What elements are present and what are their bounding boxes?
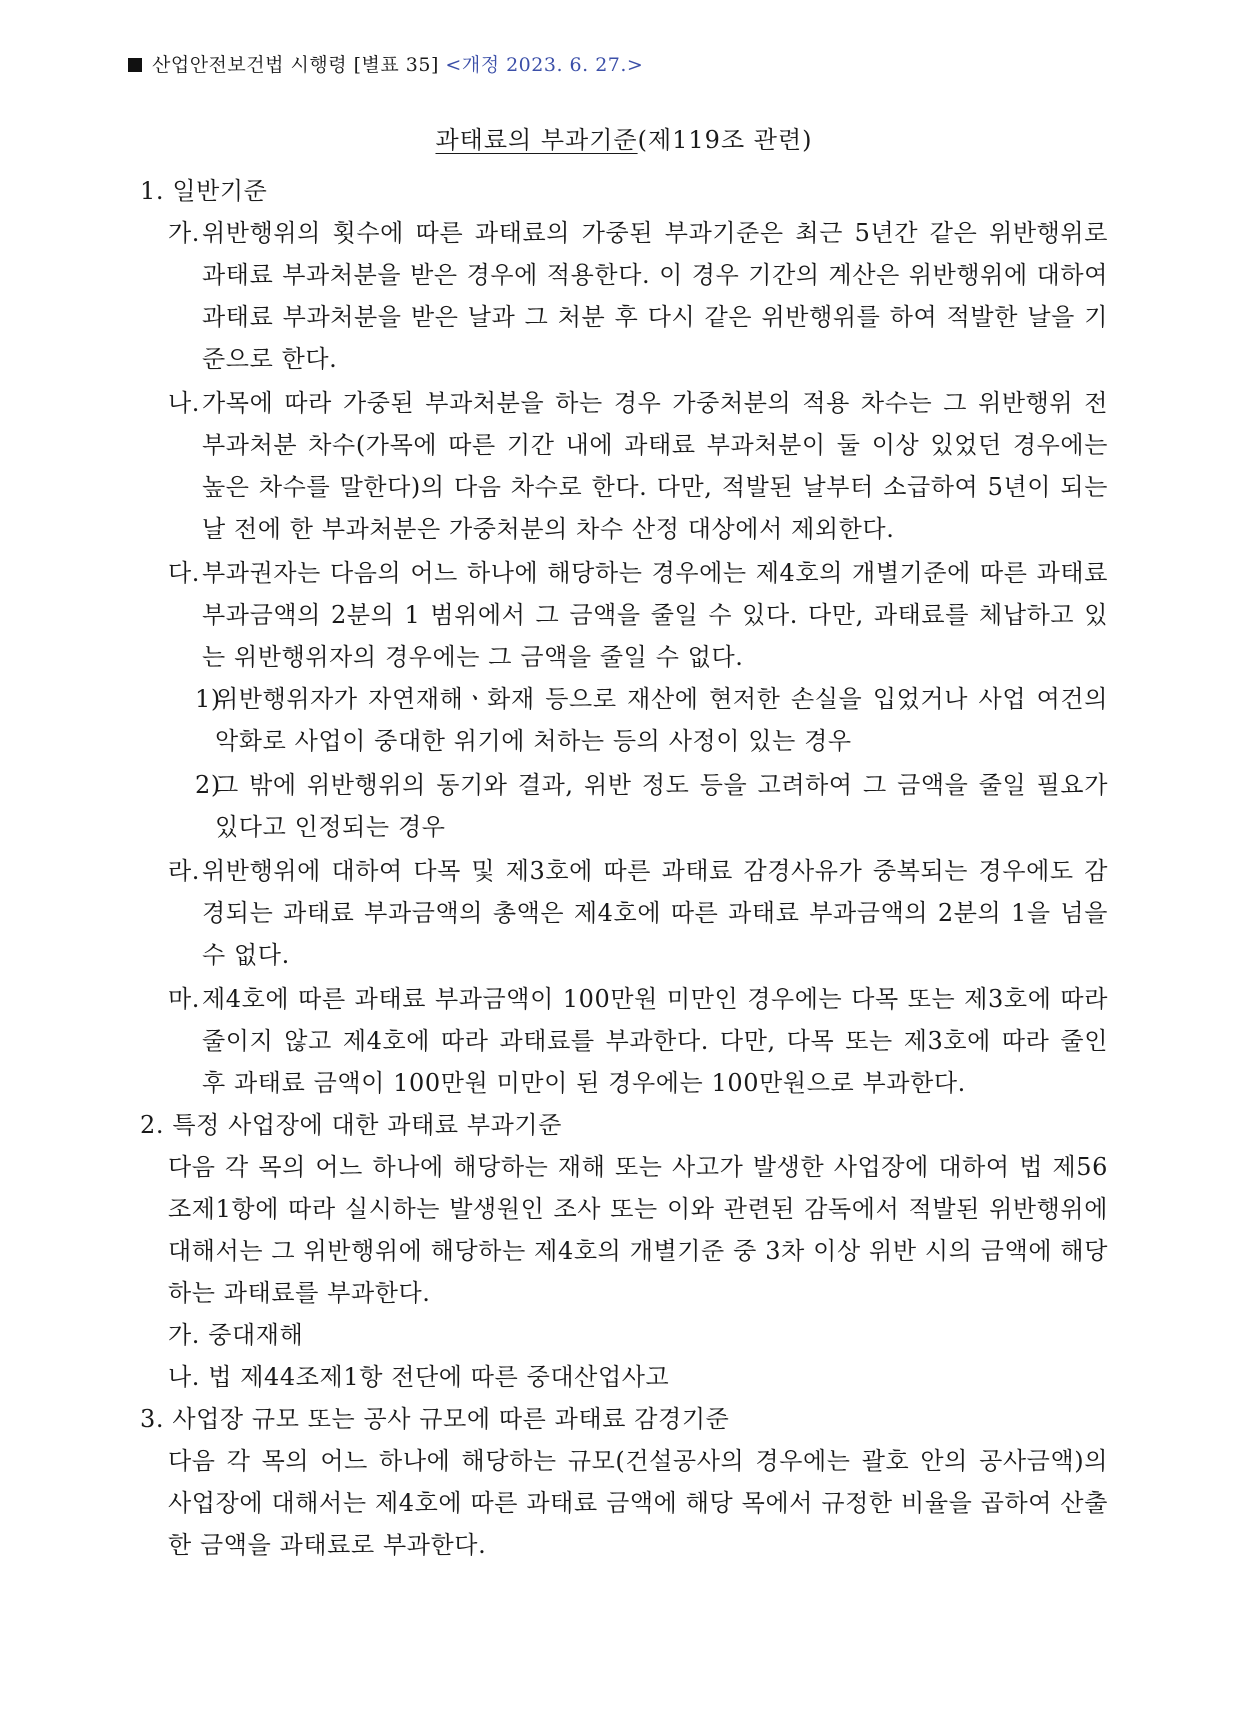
- item-marker: 가.: [168, 219, 201, 247]
- sub-list-item: [195, 764, 1108, 848]
- title-main: 과태료의 부과기준: [435, 126, 638, 154]
- list-item: 가. 중대재해: [168, 1321, 304, 1349]
- item-text: 부과권자는 다음의 어느 하나에 해당하는 경우에는 제4호의 개별기준에 따른 과태료 부과금액의 2분의 1 범위에서 그 금액을 줄일 수 있다. 다만, 과태료를 체납하고 있는 위반행위자의 경우에는 그 금액을 줄일 수 없다.: [202, 559, 1108, 671]
- item-text: 위반행위에 대하여 다목 및 제3호에 따른 과태료 감경사유가 중복되는 경우에도 감경되는 과태료 부과금액의 총액은 제4호에 따른 과태료 부과금액의 2분의 1을 넘을 수 없다.: [202, 857, 1108, 969]
- item-marker: 라.: [168, 857, 201, 885]
- document-header: [128, 50, 643, 77]
- item-marker: 나.: [168, 389, 201, 417]
- item-marker: 다.: [168, 559, 201, 587]
- revision-date: <개정 2023. 6. 27.>: [445, 54, 644, 76]
- item-text: 제4호에 따른 과태료 부과금액이 100만원 미만인 경우에는 다목 또는 제3호에 따라 줄이지 않고 제4호에 따라 과태료를 부과한다. 다만, 다목 또는 제3호에 따라 줄인 후 과태료 금액이 100만원 미만이 된 경우에는 100만원으로 부과한다.: [202, 985, 1108, 1097]
- subitem-text: 위반행위자가 자연재해ㆍ화재 등으로 재산에 현저한 손실을 입었거나 사업 여건의 악화로 사업이 중대한 위기에 처하는 등의 사정이 있는 경우: [215, 685, 1108, 755]
- section-body: 다음 각 목의 어느 하나에 해당하는 재해 또는 사고가 발생한 사업장에 대하여 법 제56조제1항에 따라 실시하는 발생원인 조사 또는 이와 관련된 감독에서 적발된 위반행위에 대해서는 그 위반행위에 해당하는 제4호의 개별기준 중 3차 이상 위반 시의 금액에 해당하는 과태료를 부과한다.: [168, 1153, 1108, 1307]
- subitem-text: 그 밖에 위반행위의 동기와 결과, 위반 정도 등을 고려하여 그 금액을 줄일 필요가 있다고 인정되는 경우: [215, 771, 1108, 841]
- sub-list-item: [195, 678, 1108, 762]
- title-ref: (제119조 관련): [637, 126, 813, 154]
- item-text: 가목에 따라 가중된 부과처분을 하는 경우 가중처분의 적용 차수는 그 위반행위 전 부과처분 차수(가목에 따른 기간 내에 과태료 부과처분이 둘 이상 있었던 경우에는 높은 차수를 말한다)의 다음 차수로 한다. 다만, 적발된 날부터 소급하여 5년이 되는 날 전에 한 부과처분은 가중처분의 차수 산정 대상에서 제외한다.: [202, 389, 1108, 543]
- list-item: [168, 978, 1108, 1104]
- document-title: [0, 120, 1248, 155]
- section-heading: 2. 특정 사업장에 대한 과태료 부과기준: [140, 1111, 563, 1139]
- list-item: [168, 850, 1108, 976]
- document-body: [0, 170, 1248, 1566]
- list-item: [168, 382, 1108, 550]
- black-square-icon: [128, 58, 142, 72]
- item-text: 위반행위의 횟수에 따른 과태료의 가중된 부과기준은 최근 5년간 같은 위반행위로 과태료 부과처분을 받은 경우에 적용한다. 이 경우 기간의 계산은 위반행위에 대하여 과태료 부과처분을 받은 날과 그 처분 후 다시 같은 위반행위를 하여 적발한 날을 기준으로 한다.: [202, 219, 1108, 373]
- list-item: [168, 212, 1108, 380]
- item-marker: 마.: [168, 985, 201, 1013]
- section-heading: 1. 일반기준: [140, 177, 268, 205]
- law-name: 산업안전보건법 시행령 [별표 35]: [152, 54, 439, 76]
- list-item: 나. 법 제44조제1항 전단에 따른 중대산업사고: [168, 1363, 670, 1391]
- section-heading: 3. 사업장 규모 또는 공사 규모에 따른 과태료 감경기준: [140, 1405, 730, 1433]
- section-body: 다음 각 목의 어느 하나에 해당하는 규모(건설공사의 경우에는 괄호 안의 공사금액)의 사업장에 대해서는 제4호에 따른 과태료 금액에 해당 목에서 규정한 비율을 곱하여 산출한 금액을 과태료로 부과한다.: [168, 1447, 1108, 1559]
- list-item: [168, 552, 1108, 678]
- subitem-marker: 2): [195, 771, 221, 799]
- subitem-marker: 1): [195, 685, 221, 713]
